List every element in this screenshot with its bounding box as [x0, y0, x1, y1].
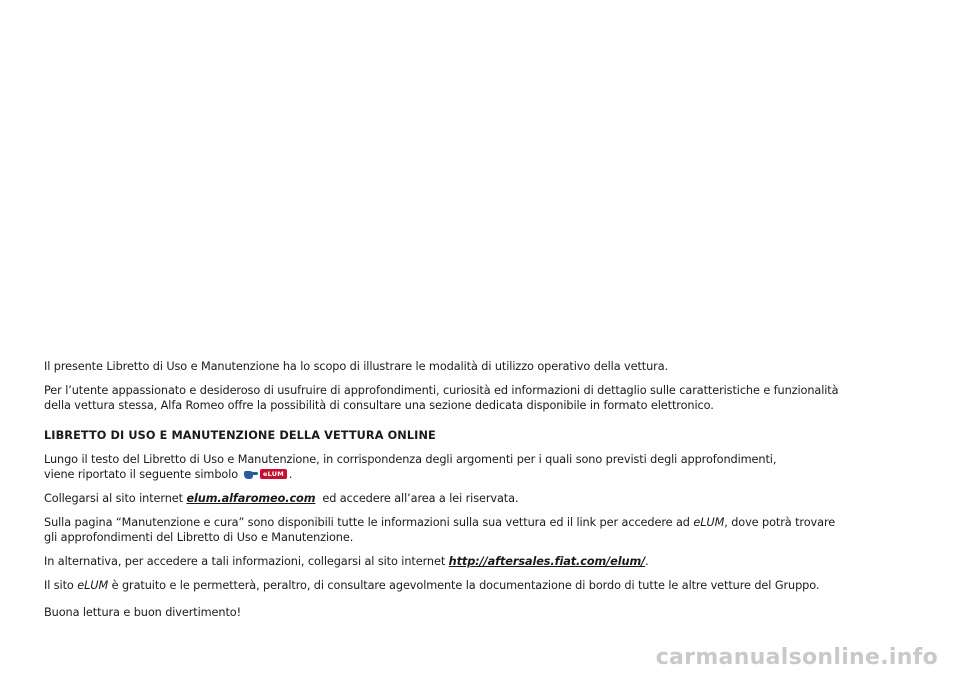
page-text-post: , dove potrà trovare	[724, 516, 836, 529]
page-elum-term: eLUM	[693, 516, 725, 529]
page-paragraph	[44, 515, 864, 545]
symbol-line-end: .	[288, 468, 293, 481]
aftersales-fiat-link[interactable]: http://aftersales.fiat.com/elum/	[448, 555, 646, 568]
watermark-logo: carmanualsonline.info	[655, 645, 938, 670]
site-elum-term: eLUM	[77, 579, 109, 592]
alt-text-end: .	[645, 555, 649, 568]
intro-paragraph: Il presente Libretto di Uso e Manutenzione ha lo scopo di illustrare le modalità di utilizzo operativo della vettura.	[44, 360, 669, 373]
pointing-hand-icon	[244, 469, 258, 479]
connect-text-post: ed accedere all’area a lei riservata.	[322, 492, 519, 505]
connect-text-pre: Collegarsi al sito internet	[44, 492, 183, 505]
section-heading: LIBRETTO DI USO E MANUTENZIONE DELLA VETTURA ONLINE	[44, 429, 436, 442]
elum-alfaromeo-link[interactable]: elum.alfaromeo.com	[186, 492, 316, 505]
site-text-post: è gratuito e le permetterà, peraltro, di consultare agevolmente la documentazione di bordo di tutte le altre vetture del Gruppo.	[111, 579, 820, 592]
page-text-line-2: gli approfondimenti del Libretto di Uso e Manutenzione.	[44, 531, 354, 544]
elum-badge: eLUM	[260, 469, 287, 479]
site-paragraph	[44, 578, 864, 593]
page-text-pre: Sulla pagina “Manutenzione e cura” sono disponibili tutte le informazioni sulla sua vettura ed il link per accedere ad	[44, 516, 690, 529]
closing-paragraph: Buona lettura e buon divertimento!	[44, 606, 242, 619]
alt-text-pre: In alternativa, per accedere a tali informazioni, collegarsi al sito internet	[44, 555, 446, 568]
document-body	[44, 359, 864, 620]
connect-paragraph	[44, 491, 864, 506]
enthusiast-paragraph: Per l’utente appassionato e desideroso di usufruire di approfondimenti, curiosità ed informazioni di dettaglio sulle caratteristiche e funzionalità della vettura stessa, Alfa Romeo offre la possibilità di consultare una sezione dedicata disponibile in formato elettronico.	[44, 384, 839, 412]
alternative-paragraph	[44, 554, 864, 569]
symbol-paragraph	[44, 452, 864, 482]
site-text-pre: Il sito	[44, 579, 74, 592]
elum-symbol	[244, 469, 287, 479]
symbol-line-2: viene riportato il seguente simbolo	[44, 468, 239, 481]
symbol-line-1: Lungo il testo del Libretto di Uso e Manutenzione, in corrispondenza degli argomenti per i quali sono previsti degli approfondimenti,	[44, 453, 777, 466]
